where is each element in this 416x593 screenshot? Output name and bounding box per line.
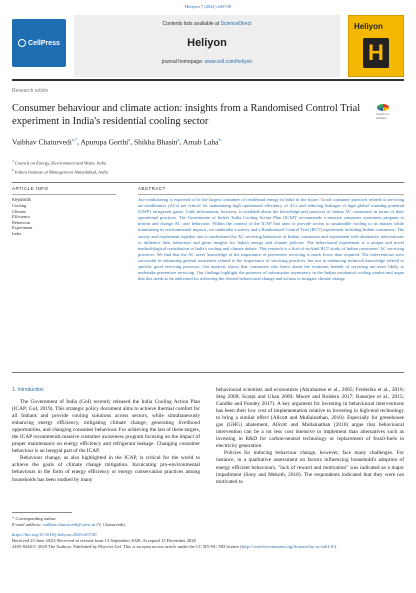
journal-homepage-line: journal homepage: www.cell.com/heliyon [161,59,253,65]
article-type: Research article [12,88,49,94]
keyword: Climate [12,208,26,214]
keyword: Experiment [12,225,33,231]
email-link[interactable]: vaibhav.chaturvedi@ceew.in [42,522,96,528]
affiliation: $^b$ Indian Institute of Management Ahmedabad, India [12,168,108,175]
keywords-block [12,194,116,237]
keyword: Behaviour [12,219,31,225]
affiliation-list [12,158,108,176]
keywords-label: Keywords [12,197,31,202]
received-dates: Received 23 June 2020; Received in revised form 13 September 2020; Accepted 13 December 2020 [12,537,196,543]
abstract-block [138,194,404,282]
author-affil-mark: a [177,137,180,142]
cellpress-logo [12,19,66,67]
author-name[interactable]: Shikha Bhasin [133,137,178,147]
author-list: Vaibhav Chaturvedi$^{a,*}$, Apurupa Gorthi$^a$, Shikha Bhasin$^a$, Arnab Laha$^b$ [12,137,221,147]
footnote-divider [12,512,72,513]
journal-masthead [12,15,404,77]
paragraph: Policies for inducing behaviour change, however, face many challenges. For instance, in a qualitative assessment on factors influencing household's adoption of energy efficient behaviours, "lack of reward and motivation" was indicated as a major impediment (Sony and Mekoth, 2018). The respondents indicated that they were not motivated to [216,450,404,485]
affiliation: $^a$ Council on Energy, Environment and Water, India [12,159,107,166]
author-affil-mark: b [218,137,221,142]
doi-link[interactable]: https://doi.org/10.1016/j.heliyon.2020.e05749 [12,531,97,537]
email-note: E-mail address: vaibhav.chaturvedi@ceew.in (V. Chaturvedi). [12,522,127,528]
author-affil-mark: a,* [71,137,78,142]
crossmark-icon [377,104,389,111]
keyword: India [12,230,22,236]
license-line: 2405-8440/© 2020 The Authors. Published by Elsevier Ltd. This is an open access article under the CC BY-NC-ND license (http://creativecommons.org/licenses/by-nc-nd/4.0/). [12,544,338,550]
keyword: Efficiency [12,214,31,220]
article-info-heading: ARTICLE INFO [12,186,49,191]
cover-title: Heliyon [354,22,383,31]
author-affil-mark: a [128,137,131,142]
body-column-right [216,387,404,486]
cellpress-logo-label: CellPress [28,39,60,47]
journal-cover-thumbnail [348,15,404,77]
paragraph: The Government of India (GoI) recently released the India Cooling Action Plan (ICAP; GoI, 2019). This strategic policy document aims to achieve thermal comfort for all Indians and provide cooling solutions across sectors, while simultaneously enhancing energy efficiency, mitigating climate change, generating livelihood opportunities, and changing consumer behaviour. For achieving the last of these targets, the ICAP recommends massive customer awareness program focusing on the impact of proper maintenance on energy efficiency and refrigerant leakage. Changing consumer behaviour is an integral part of the ICAP. [12,399,200,455]
masthead-banner [74,15,340,77]
section-divider [12,182,404,183]
contents-line: Contents lists available at ScienceDirect [162,21,252,27]
body-column-left [12,387,200,484]
corresponding-author-note: * Corresponding author. [12,516,57,521]
article-title: Consumer behaviour and climate action: insights from a Randomised Control Trial experiment in India's residential cooling sector [12,103,361,127]
author-name[interactable]: Apurupa Gorthi [80,137,129,147]
sciencedirect-link[interactable]: ScienceDirect [220,21,252,27]
cover-letter: H [363,38,389,68]
footnotes [12,516,404,550]
license-link[interactable]: http://creativecommons.org/licenses/by-nc-nd/4.0/ [241,544,335,550]
journal-name: Heliyon [187,37,227,49]
masthead-rule [12,79,404,81]
body-paragraphs-right [216,387,404,486]
journal-reference[interactable]: Heliyon 7 (2021) e05749 [184,4,232,9]
author-name[interactable]: Arnab Laha [182,137,219,147]
paragraph: Behaviour change, as also highlighted in the ICAP, is critical for the world to achieve the goals of climate change mitigation. Inculcating pro-environmental behaviours in the form of energy efficiency or energy conservation practices among households has been studied by many [12,455,200,483]
abstract-heading: ABSTRACT [138,186,166,191]
section-heading-introduction: 1. Introduction [12,387,44,393]
author-name[interactable]: Vaibhav Chaturvedi [12,137,72,147]
body-paragraphs-left [12,399,200,484]
section-divider [12,372,404,373]
abstract-text: Air-conditioning is expected to be the largest consumer of residential energy in India in the future. Good consumer practices related to servicing air-conditioners (ACs) are critical for maintaining high operational efficiency of ACs and reducing leakages of high global warming potential (GWP) refrigerant gases. Little information, however, is available about the knowledge and practices of Indian AC consumers in terms of their operational practices. The Government of India's 'India Cooling Action Plan (ICAP)' recommends a massive consumer awareness program to inform and change AC user behaviour. Within the context of the ICAP that aims to provide access to sustainable cooling to its masses while minimizing its environmental impacts, we undertake a survey and a Randomised Control Trial (RCT) experiment including Indian consumers. The survey and experiment together aim to understand the AC servicing behaviour of Indian consumers and experiment with alternative interventions to influence their behaviour and glean insights for India's energy and climate policies. The behavioural experiment is a unique and novel methodological contribution to India's cooling and climate debate. This research is a first-of-its-kind RCT study of Indian consumers' AC servicing practices. We find that the AC users' knowledge of the importance of preventive servicing is much lower than required. The interventions were successful in enhancing general awareness related to the importance of servicing practices, but not in enhancing technical knowledge related to specific good servicing practices. Our analysis shows that consumers who know about the economic benefit of servicing are more likely to undertake preventive servicing. Our findings highlight the presence of information asymmetry in the Indian residential cooling market and argue that this needs to be addressed for achieving the desired behavioural change and actions to mitigate climate change. [138,197,404,282]
paragraph: behavioural scientists and economists (Abrahamse et al., 2005; Frederiks et al., 2016; Steg 2008; Scarpi and Uhan 2009; Moore and Boldero 2017; Banerjee et al., 2015; Gandhe and Pondey 2017). A key argument for investing in behavioural interventions has been their low cost of implementation relative to investing in high-end technology to bring a similar effect (Allcott and Mullainathan, 2010). Especially for greenhouse gas (GHG) abatement, Allcott and Mullainathan (2010) argue that behavioural intervention can be a lot less cost intensive to implement than alternatives such as investing in R&D for carbon-neutral technology or replacement of fossil-fuels in electricity generation. [216,387,404,450]
crossmark-label: Check for updates [376,112,389,120]
crossmark-badge[interactable] [376,104,390,120]
journal-homepage-link[interactable]: www.cell.com/heliyon [204,59,253,65]
cellpress-mark-icon [18,39,26,47]
keyword: Cooling [12,203,27,208]
